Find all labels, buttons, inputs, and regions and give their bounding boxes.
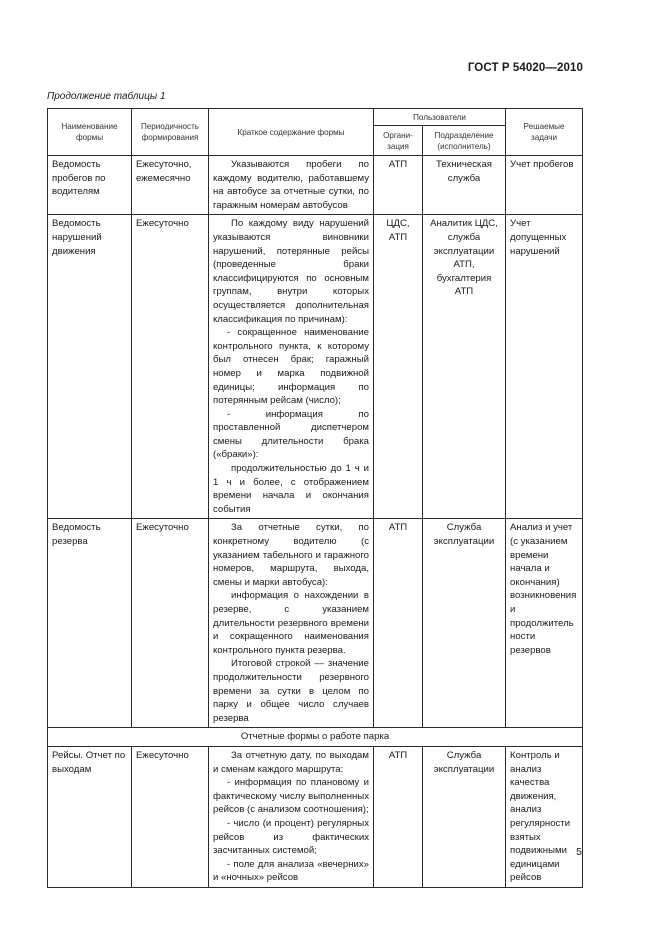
content-cell	[209, 156, 374, 215]
content-paragraph: продолжительностью до 1 ч и 1 ч и более, с отображением времени начала и окончания события	[213, 463, 369, 515]
tasks-cell: Контроль и анализ качества движения, анализ регулярности взятых подвижными единицами рейсов	[506, 746, 583, 887]
standard-number: ГОСТ Р 54020—2010	[467, 62, 583, 74]
content-paragraph: По каждому виду нарушений указываются виновники нарушений, потерянные рейсы (проведенные браки классифицируются по основным группам, внутри которых осуществляется дополнительная классификация по причинам):	[213, 218, 369, 325]
content-paragraph: За отчетные сутки, по конкретному водителю (с указанием табельного и гаражного номеров, маршрута, выхода, смены и марки автобуса):	[213, 522, 369, 588]
dept-cell: Служба эксплуатации	[423, 519, 506, 728]
content-paragraph: - информация по проставленной диспетчером смены длительности брака («браки»):	[213, 408, 369, 461]
tasks-cell: Анализ и учет (с указанием времени начала и окончания) возникновения и продолжительности резервов	[506, 519, 583, 728]
table-row	[48, 156, 583, 215]
dept-cell: Аналитик ЦДС, служба эксплуатации АТП, бухгалтерия АТП	[423, 215, 506, 519]
column-header-tasks: Решаемые задачи	[506, 109, 583, 156]
form-name-cell: Ведомость нарушений движения	[48, 215, 132, 519]
content-cell	[209, 746, 374, 887]
column-header-users: Пользователи	[374, 109, 506, 126]
column-header-period: Периодичность формирования	[132, 109, 209, 156]
content-paragraph: Указываются пробеги по каждому водителю, работавшему на автобусе за отчетные сутки, по гаражным номерам автобусов	[213, 159, 369, 211]
table-row	[48, 746, 583, 887]
period-cell: Ежесуточно, ежемесячно	[132, 156, 209, 215]
page-number: 5	[576, 846, 582, 858]
period-cell: Ежесуточно	[132, 215, 209, 519]
period-cell: Ежесуточно	[132, 519, 209, 728]
content-paragraph: За отчетную дату, по выходам и сменам каждого маршрута:	[213, 749, 369, 775]
org-cell: АТП	[374, 746, 423, 887]
dept-cell: Служба эксплуатации	[423, 746, 506, 887]
content-paragraph: - число (и процент) регулярных рейсов из фактических засчитанных системой;	[213, 817, 369, 857]
dept-cell: Техническая служба	[423, 156, 506, 215]
tasks-cell: Учет пробегов	[506, 156, 583, 215]
table-row	[48, 215, 583, 519]
org-cell: ЦДС, АТП	[374, 215, 423, 519]
column-header-content: Краткое содержание формы	[209, 109, 374, 156]
period-cell: Ежесуточно	[132, 746, 209, 887]
column-header-org: Органи-зация	[374, 126, 423, 156]
form-name-cell: Ведомость резерва	[48, 519, 132, 728]
column-header-dept: Подразделение (исполнитель)	[423, 126, 506, 156]
forms-table	[47, 108, 583, 888]
tasks-cell: Учет допущенных нарушений	[506, 215, 583, 519]
org-cell: АТП	[374, 519, 423, 728]
table-continuation-caption: Продолжение таблицы 1	[47, 91, 166, 102]
table-row	[48, 519, 583, 728]
content-paragraph: - поле для анализа «вечерних» и «ночных» рейсов	[213, 858, 369, 884]
content-cell	[209, 519, 374, 728]
section-title: Отчетные формы о работе парка	[48, 728, 583, 747]
content-paragraph: информация о нахождении в резерве, с указанием длительности резервного времени и сокращенного наименования контрольного пункта резерва.	[213, 590, 369, 656]
form-name-cell: Рейсы. Отчет по выходам	[48, 746, 132, 887]
column-header-name: Наименование формы	[48, 109, 132, 156]
content-paragraph: Итоговой строкой — значение продолжительности резервного времени за сутки в целом по парку и общее число случаев резерва	[213, 658, 369, 724]
content-paragraph: - информация по плановому и фактическому числу выполненных рейсов (с анализом соотношения);	[213, 777, 369, 816]
section-row	[48, 728, 583, 747]
table-header-row	[48, 109, 583, 126]
content-cell	[209, 215, 374, 519]
content-paragraph: - сокращенное наименование контрольного пункта, к которому был отнесен брак; гаражный номер и марка подвижной единицы; информация по потерянным рейсам (число);	[213, 327, 369, 407]
form-name-cell: Ведомость пробегов по водителям	[48, 156, 132, 215]
org-cell: АТП	[374, 156, 423, 215]
